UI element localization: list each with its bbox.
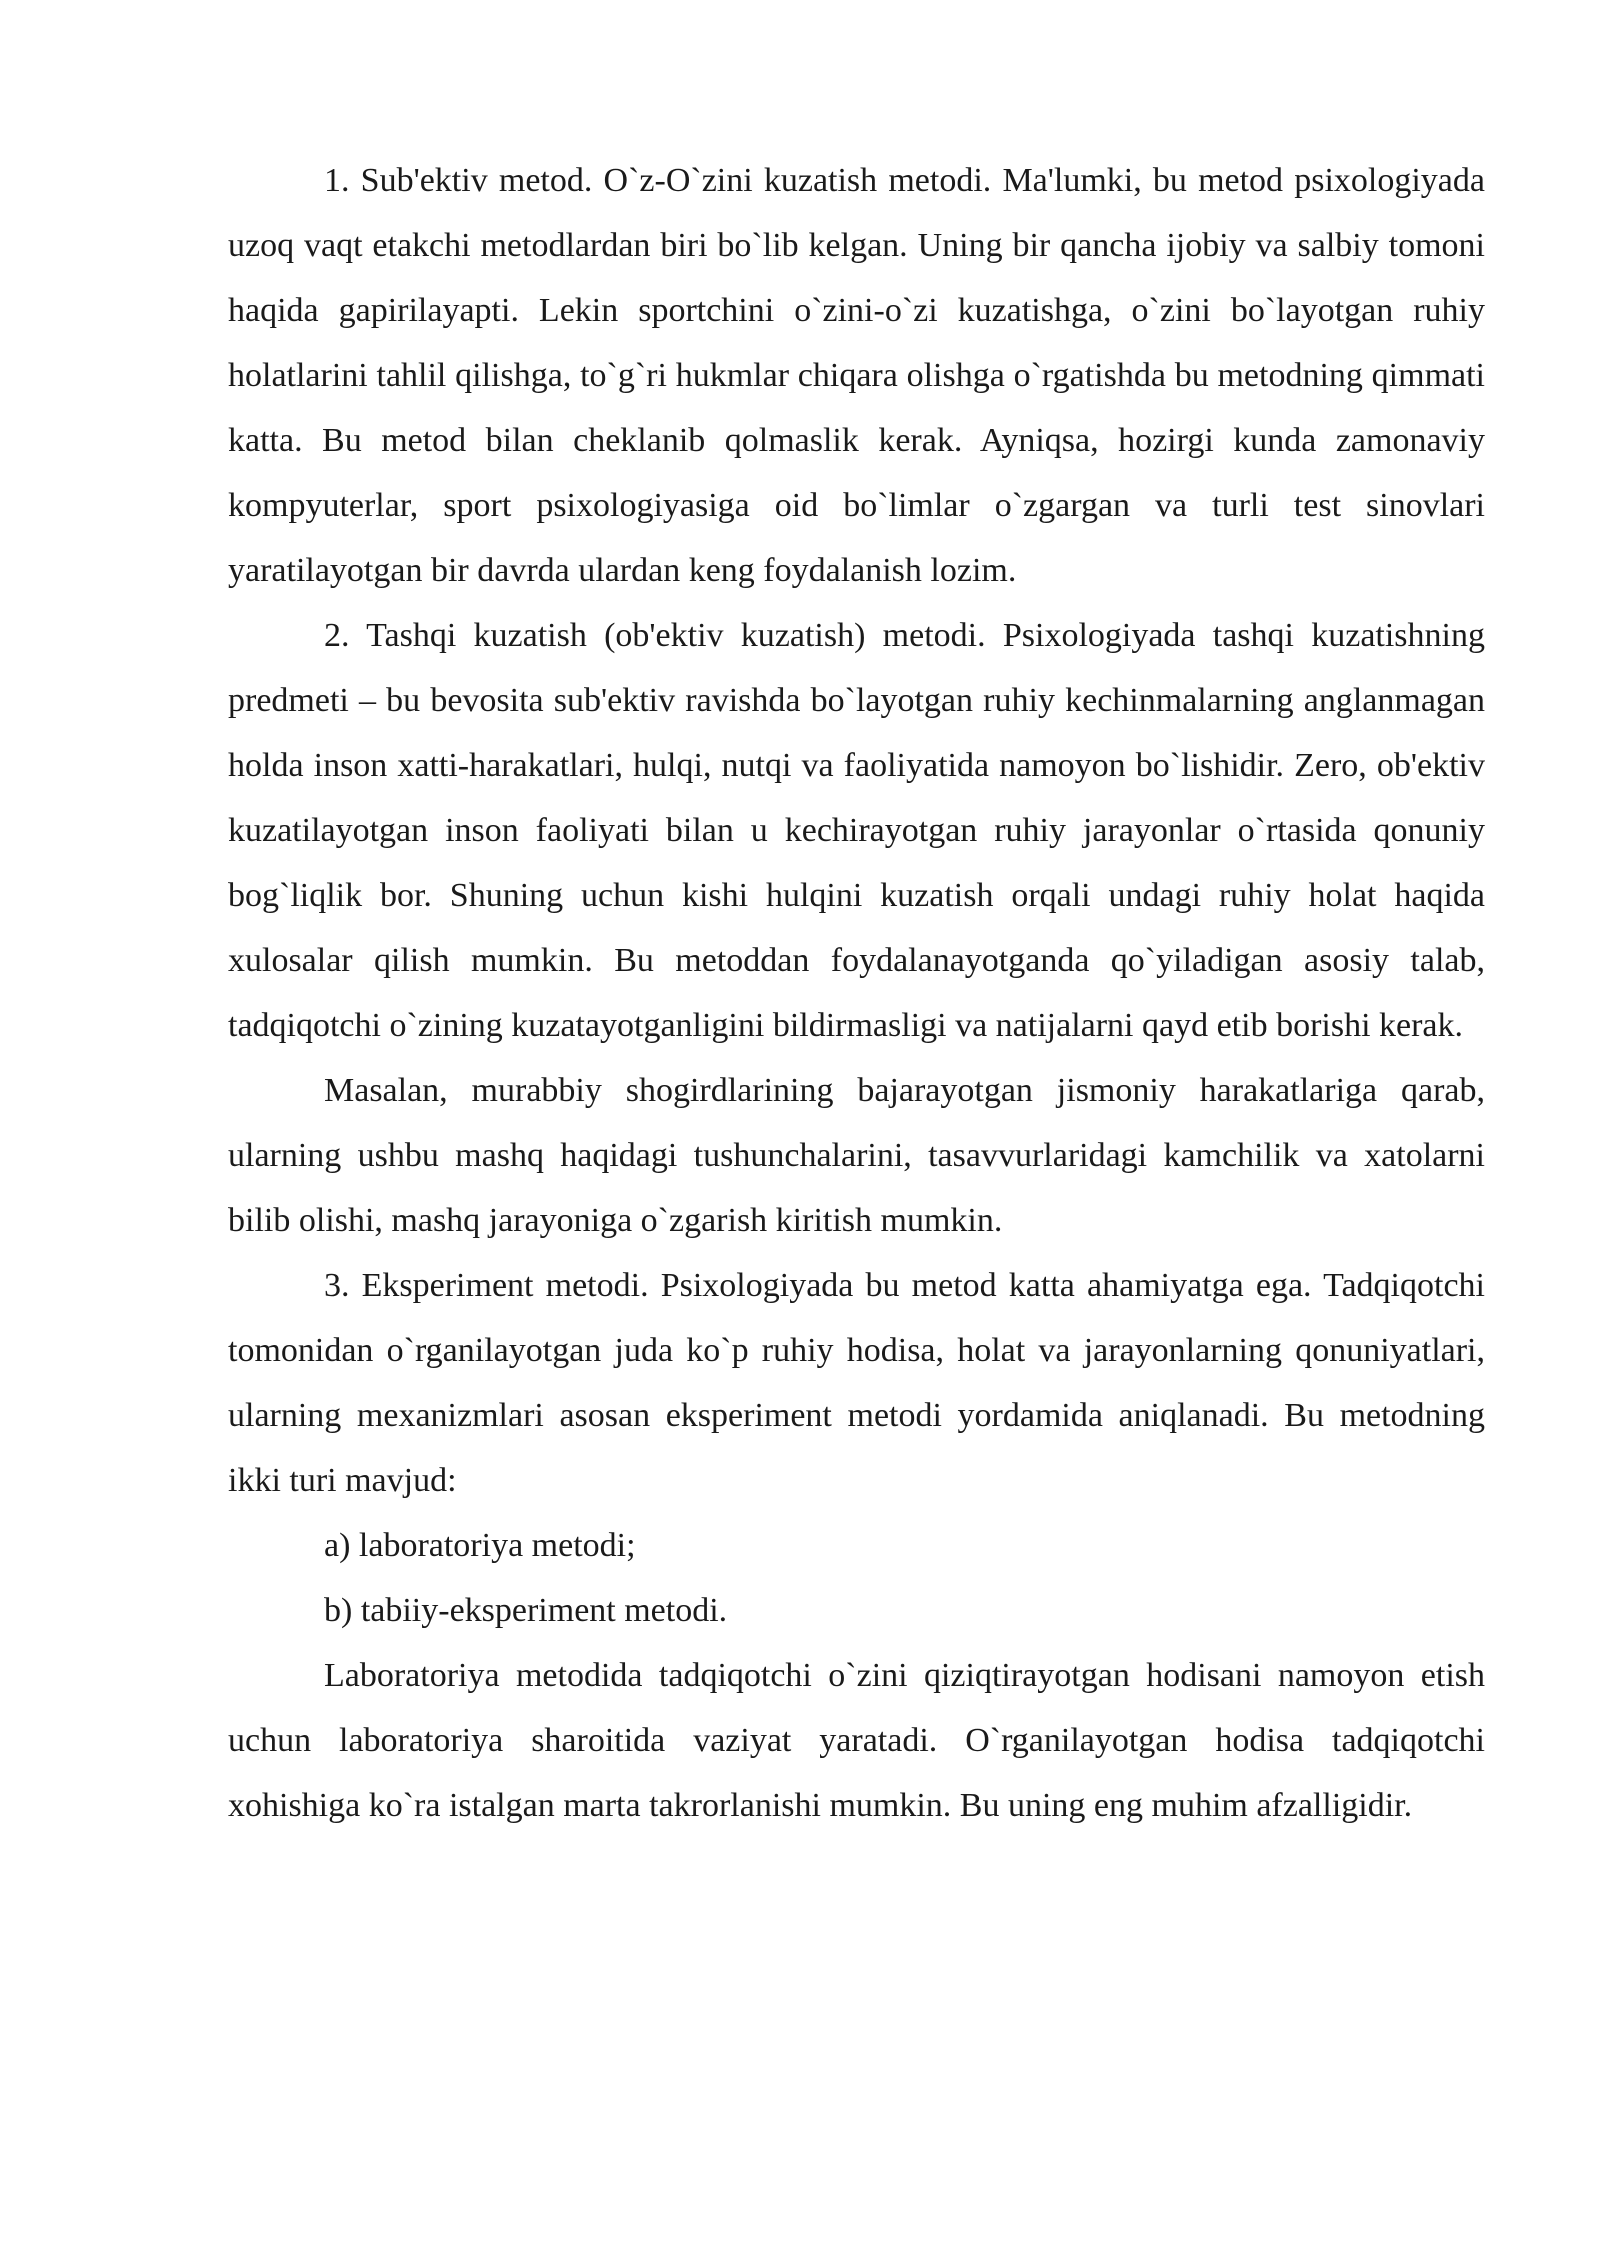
paragraph-subjective-method: 1. Sub'ektiv metod. O`z-O`zini kuzatish metodi. Ma'lumki, bu metod psixologiyada uzoq vaqt etakchi metodlardan biri bo`lib kelgan. Uning bir qancha ijobiy va salbiy tomoni haqida gapirilayapti. Lekin sportchini o`zini-o`zi kuzatishga, o`zini bo`layotgan ruhiy holatlarini tahlil qilishga, to`g`ri hukmlar chiqara olishga o`rgatishda bu metodning qimmati katta. Bu metod bilan cheklanib qolmaslik kerak. Ayniqsa, hozirgi kunda zamonaviy kompyuterlar, sport psixologiyasiga oid bo`limlar o`zgargan va turli test sinovlari yaratilayotgan bir davrda ulardan keng foydalanish lozim. — [228, 162, 1485, 589]
list-item-laboratory: a) laboratoriya metodi; — [324, 1527, 636, 1564]
paragraph-experiment-method: 3. Eksperiment metodi. Psixologiyada bu metod katta ahamiyatga ega. Tadqiqotchi tomonidan o`rganilayotgan juda ko`p ruhiy hodisa, holat va jarayonlarning qonuniyatlari, ularning mexanizmlari asosan eksperiment metodi yordamida aniqlanadi. Bu metodning ikki turi mavjud: — [228, 1267, 1485, 1499]
list-item-natural-experiment: b) tabiiy-eksperiment metodi. — [324, 1592, 728, 1629]
paragraph-external-observation: 2. Tashqi kuzatish (ob'ektiv kuzatish) metodi. Psixologiyada tashqi kuzatishning predmeti – bu bevosita sub'ektiv ravishda bo`layotgan ruhiy kechinmalarning anglanmagan holda inson xatti-harakatlari, hulqi, nutqi va faoliyatida namoyon bo`lishidir. Zero, ob'ektiv kuzatilayotgan inson faoliyati bilan u kechirayotgan ruhiy jarayonlar o`rtasida qonuniy bog`liqlik bor. Shuning uchun kishi hulqini kuzatish orqali undagi ruhiy holat haqida xulosalar qilish mumkin. Bu metoddan foydalanayotganda qo`yiladigan asosiy talab, tadqiqotchi o`zining kuzatayotganligini bildirmasligi va natijalarni qayd etib borishi kerak. — [228, 617, 1485, 1044]
paragraph-laboratory-method: Laboratoriya metodida tadqiqotchi o`zini qiziqtirayotgan hodisani namoyon etish uchun laboratoriya sharoitida vaziyat yaratadi. O`rganilayotgan hodisa tadqiqotchi xohishiga ko`ra istalgan marta takrorlanishi mumkin. Bu uning eng muhim afzalligidir. — [228, 1657, 1485, 1824]
document-body — [228, 148, 1485, 1838]
paragraph-coach-example: Masalan, murabbiy shogirdlarining bajarayotgan jismoniy harakatlariga qarab, ularning ushbu mashq haqidagi tushunchalarini, tasavvurlaridagi kamchilik va xatolarni bilib olishi, mashq jarayoniga o`zgarish kiritish mumkin. — [228, 1072, 1485, 1239]
